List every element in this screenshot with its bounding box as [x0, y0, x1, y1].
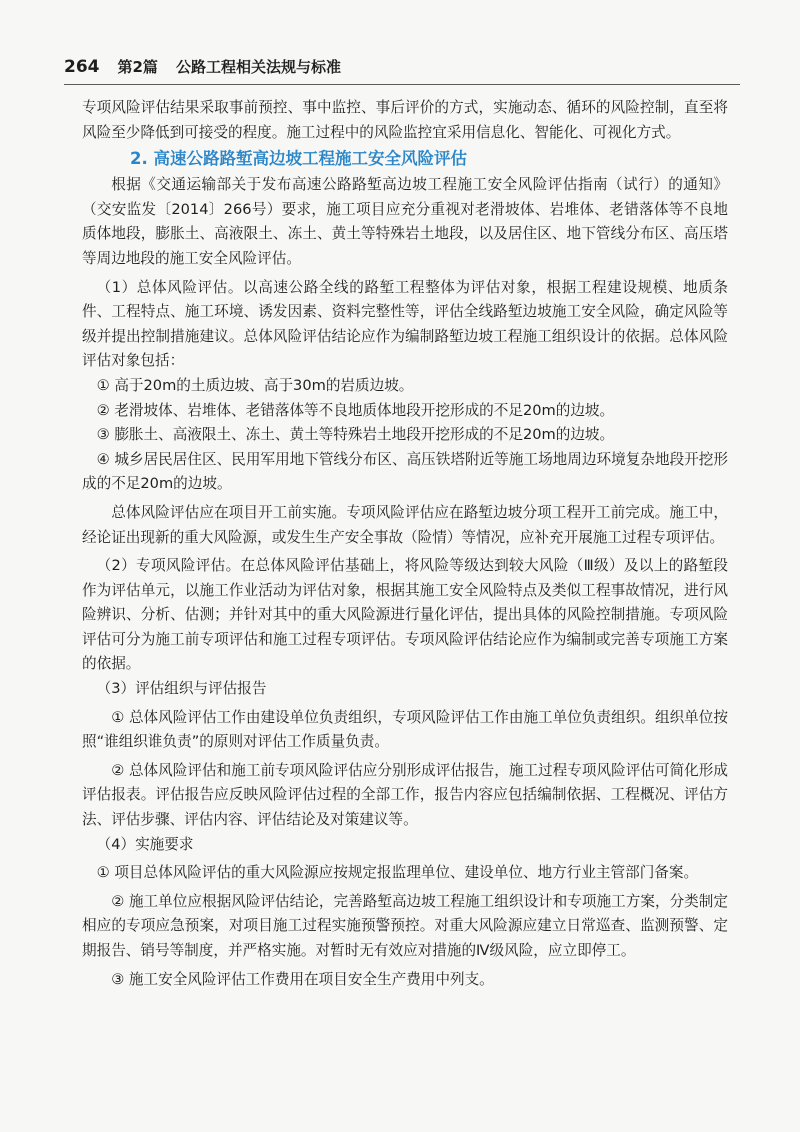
paragraph-overall-assessment: （1）总体风险评估。以高速公路全线的路堑工程整体为评估对象，根据工程建设规模、地质条件、工程特点、施工环境、诱发因素、资料完整性等，评估全线路堑边坡施工安全风险，确定风险等级并提出控制措施建议。总体风险评估结论应作为编制路堑边坡工程施工组织设计的依据。总体风险评估对象包括：	[82, 278, 728, 370]
list-item-3: ③ 膨胀土、高液限土、冻土、黄土等特殊岩土地段开挖形成的不足20m的边坡。	[96, 426, 615, 444]
paragraph-implementation-2: ② 施工单位应根据风险评估结论，完善路堑高边坡工程施工组织设计和专项施工方案，分类制定相应的专项应急预案，对项目施工过程实施预警预控。对重大风险源应建立日常巡查、监测预警、定期报告、销号等制度，并严格实施。对暂时无有效应对措施的Ⅳ级风险，应立即停工。	[82, 892, 728, 959]
list-item-1: ① 高于20m的土质边坡、高于30m的岩质边坡。	[96, 376, 414, 394]
page-number: 264	[64, 57, 100, 77]
part-label: 第2篇	[117, 58, 158, 76]
main-text	[82, 96, 728, 992]
paragraph-organization-2: ② 总体风险评估和施工前专项风险评估应分别形成评估报告，施工过程专项风险评估可简化形成评估报表。评估报告应反映风险评估过程的全部工作，报告内容应包括编制依据、工程概况、评估方法、评估步骤、评估内容、评估结论及对策建议等。	[82, 761, 728, 829]
paragraph-special-assessment: （2）专项风险评估。在总体风险评估基础上，将风险等级达到较大风险（Ⅲ级）及以上的路堑段作为评估单元，以施工作业活动为评估对象，根据其施工安全风险特点及类似工程事故情况，进行风险辨识、分析、估测；并针对其中的重大风险源进行量化评估，提出具体的风险控制措施。专项风险评估可分为施工前专项评估和施工过程专项评估。专项风险评估结论应作为编制或完善专项施工方案的依据。	[82, 557, 728, 673]
paragraph-implementation-3: ③ 施工安全风险评估工作费用在项目安全生产费用中列支。	[111, 970, 494, 988]
running-header	[64, 56, 740, 77]
header-rule	[64, 84, 740, 85]
subheading-organization: （3）评估组织与评估报告	[96, 680, 267, 698]
paragraph-timing: 总体风险评估应在项目开工前实施。专项风险评估应在路堑边坡分项工程开工前完成。施工中，经论证出现新的重大风险源，或发生生产安全事故（险情）等情况，应补充开展施工过程专项评估。	[82, 503, 728, 546]
section-heading: 2. 高速公路路堑高边坡工程施工安全风险评估	[130, 149, 467, 169]
paragraph-basis: 根据《交通运输部关于发布高速公路路堑高边坡工程施工安全风险评估指南（试行）的通知》（交安监发〔2014〕266号）要求，施工项目应充分重视对老滑坡体、岩堆体、老错落体等不良地质体地段，膨胀土、高液限土、冻土、黄土等特殊岩土地段，以及居住区、地下管线分布区、高压塔等周边地段的施工安全风险评估。	[82, 176, 728, 267]
list-item-4: ④ 城乡居民居住区、民用军用地下管线分布区、高压铁塔附近等施工场地周边环境复杂地段开挖形成的不足20m的边坡。	[82, 450, 728, 493]
part-title: 公路工程相关法规与标准	[175, 58, 341, 76]
subheading-implementation: （4）实施要求	[96, 835, 194, 853]
paragraph-organization-1: ① 总体风险评估工作由建设单位负责组织，专项风险评估工作由施工单位负责组织。组织单位按照“谁组织谁负责”的原则对评估工作质量负责。	[82, 708, 728, 751]
paragraph-continuation: 专项风险评估结果采取事前预控、事中监控、事后评价的方式，实施动态、循环的风险控制，直至将风险至少降低到可接受的程度。施工过程中的风险监控宜采用信息化、智能化、可视化方式。	[82, 99, 728, 141]
paragraph-implementation-1: ① 项目总体风险评估的重大风险源应按规定报监理单位、建设单位、地方行业主管部门备案。	[96, 864, 699, 882]
list-item-2: ② 老滑坡体、岩堆体、老错落体等不良地质体地段开挖形成的不足20m的边坡。	[96, 401, 615, 419]
